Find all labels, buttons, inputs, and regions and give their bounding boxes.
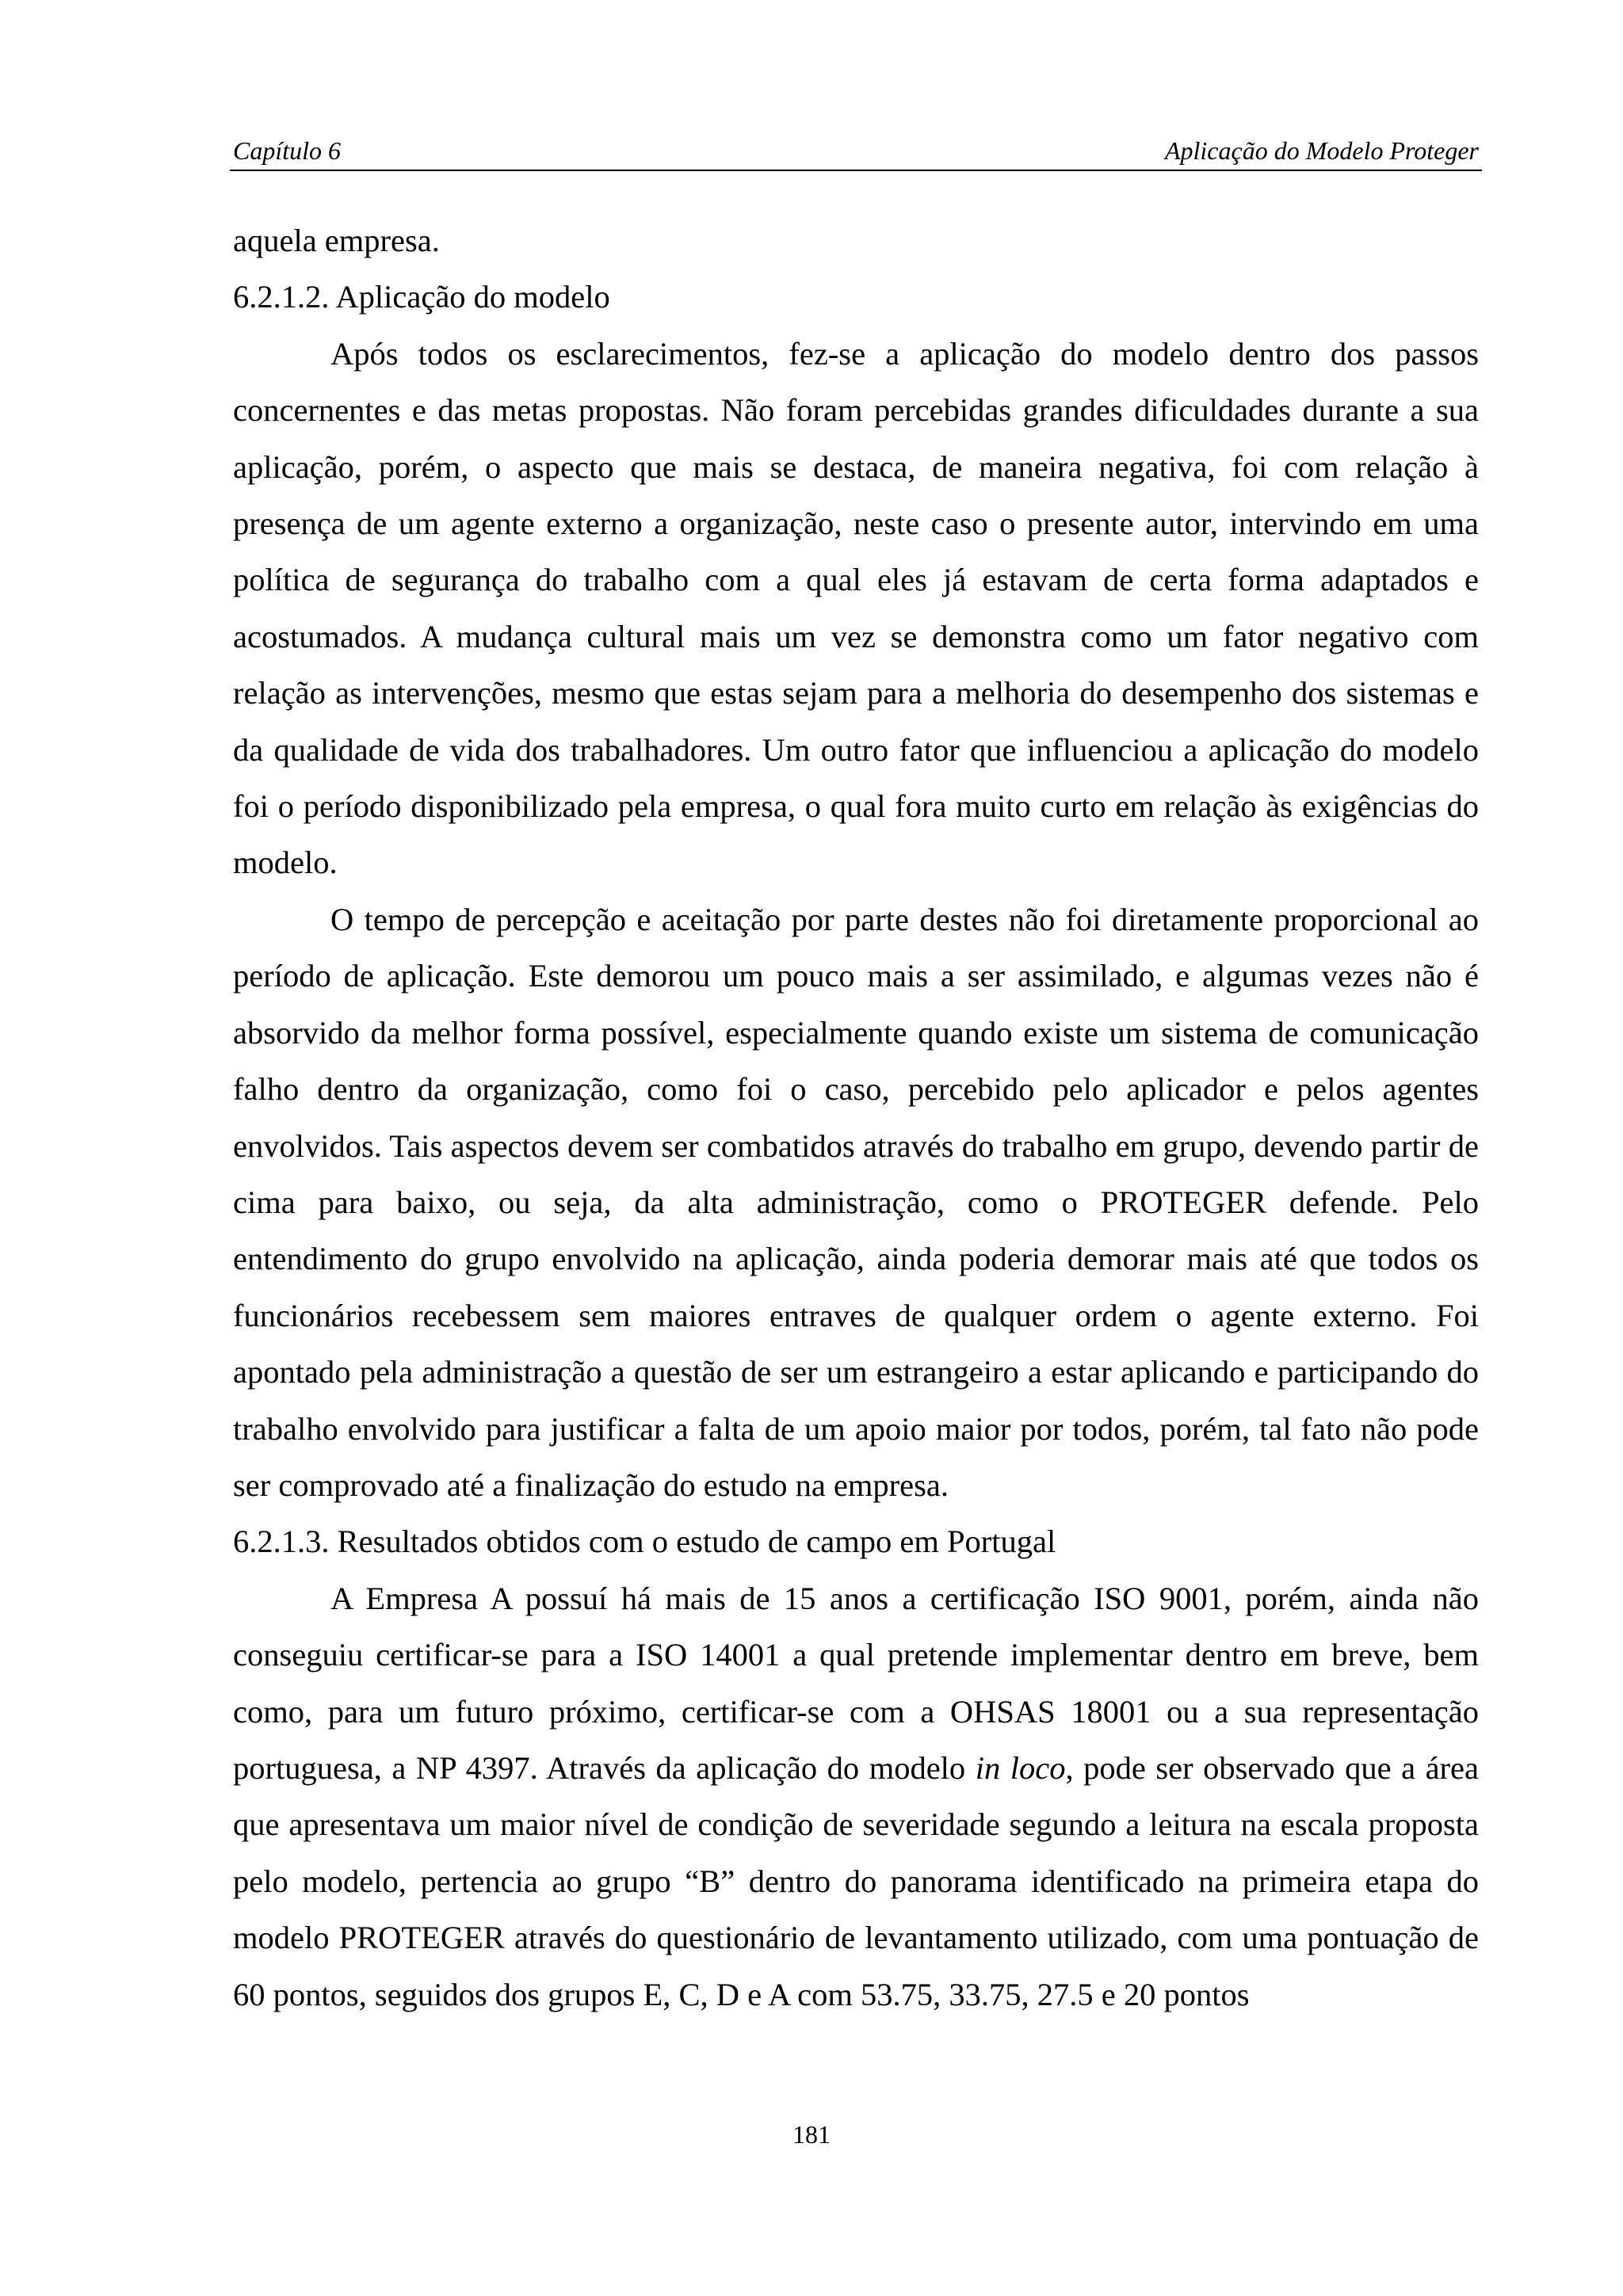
paragraph-3-part-2: , pode ser observado que a área que apresentava um maior nível de condição de severidade segundo a leitura na escala proposta pelo modelo, pertencia ao grupo “B” dentro do panorama identificado na primeira etapa do modelo PROTEGER através do questionário de levantamento utilizado, com uma pontuação de 60 pontos, seguidos dos grupos E, C, D e A com 53.75, 33.75, 27.5 e 20 pontos: [233, 1749, 1479, 2012]
paragraph-3-part-1: A Empresa A possuí há mais de 15 anos a certificação ISO 9001, porém, ainda não conseguiu certificar-se para a ISO 14001 a qual pretende implementar dentro em breve, bem como, para um futuro próximo, certificar-se com a OHSAS 18001 ou a sua representação portuguesa, a NP 4397. Através da aplicação do modelo: [233, 1580, 1479, 1786]
continuation-text: aquela empresa.: [233, 223, 440, 258]
paragraph-2: O tempo de percepção e aceitação por parte destes não foi diretamente proporcional ao período de aplicação. Este demorou um pouco mais a ser assimilado, e algumas vezes não é absorvido da melhor forma possível, especialmente quando existe um sistema de comunicação falho dentro da organização, como foi o caso, percebido pelo aplicador e pelos agentes envolvidos. Tais aspectos devem ser combatidos através do trabalho em grupo, devendo partir de cima para baixo, ou seja, da alta administração, como o PROTEGER defende. Pelo entendimento do grupo envolvido na aplicação, ainda poderia demorar mais até que todos os funcionários recebessem sem maiores entraves de qualquer ordem o agente externo. Foi apontado pela administração a questão de ser um estrangeiro a estar aplicando e participando do trabalho envolvido para justificar a falta de um apoio maior por todos, porém, tal fato não pode ser comprovado até a finalização do estudo na empresa.: [233, 901, 1479, 1503]
paragraph-3: [233, 1570, 1479, 2023]
chapter-label: Capítulo 6: [233, 136, 342, 165]
section-title: Aplicação do Modelo Proteger: [1164, 136, 1479, 165]
section-heading-6-2-1-3: 6.2.1.3. Resultados obtidos com o estudo de campo em Portugal: [233, 1524, 1056, 1560]
paragraph-1: Após todos os esclarecimentos, fez-se a aplicação do modelo dentro dos passos concernentes e das metas propostas. Não foram percebidas grandes dificuldades durante a sua aplicação, porém, o aspecto que mais se destaca, de maneira negativa, foi com relação à presença de um agente externo a organização, neste caso o presente autor, intervindo em uma política de segurança do trabalho com a qual eles já estavam de certa forma adaptados e acostumados. A mudança cultural mais um vez se demonstra como um fator negativo com relação as intervenções, mesmo que estas sejam para a melhoria do desempenho dos sistemas e da qualidade de vida dos trabalhadores. Um outro fator que influenciou a aplicação do modelo foi o período disponibilizado pela empresa, o qual fora muito curto em relação às exigências do modelo.: [233, 335, 1479, 881]
page-number: 181: [792, 2120, 831, 2149]
page-body: [233, 212, 1479, 2023]
page-header: [230, 132, 1482, 171]
section-heading-6-2-1-2: 6.2.1.2. Aplicação do modelo: [233, 279, 610, 315]
paragraph-3-italic: in loco: [975, 1749, 1066, 1786]
